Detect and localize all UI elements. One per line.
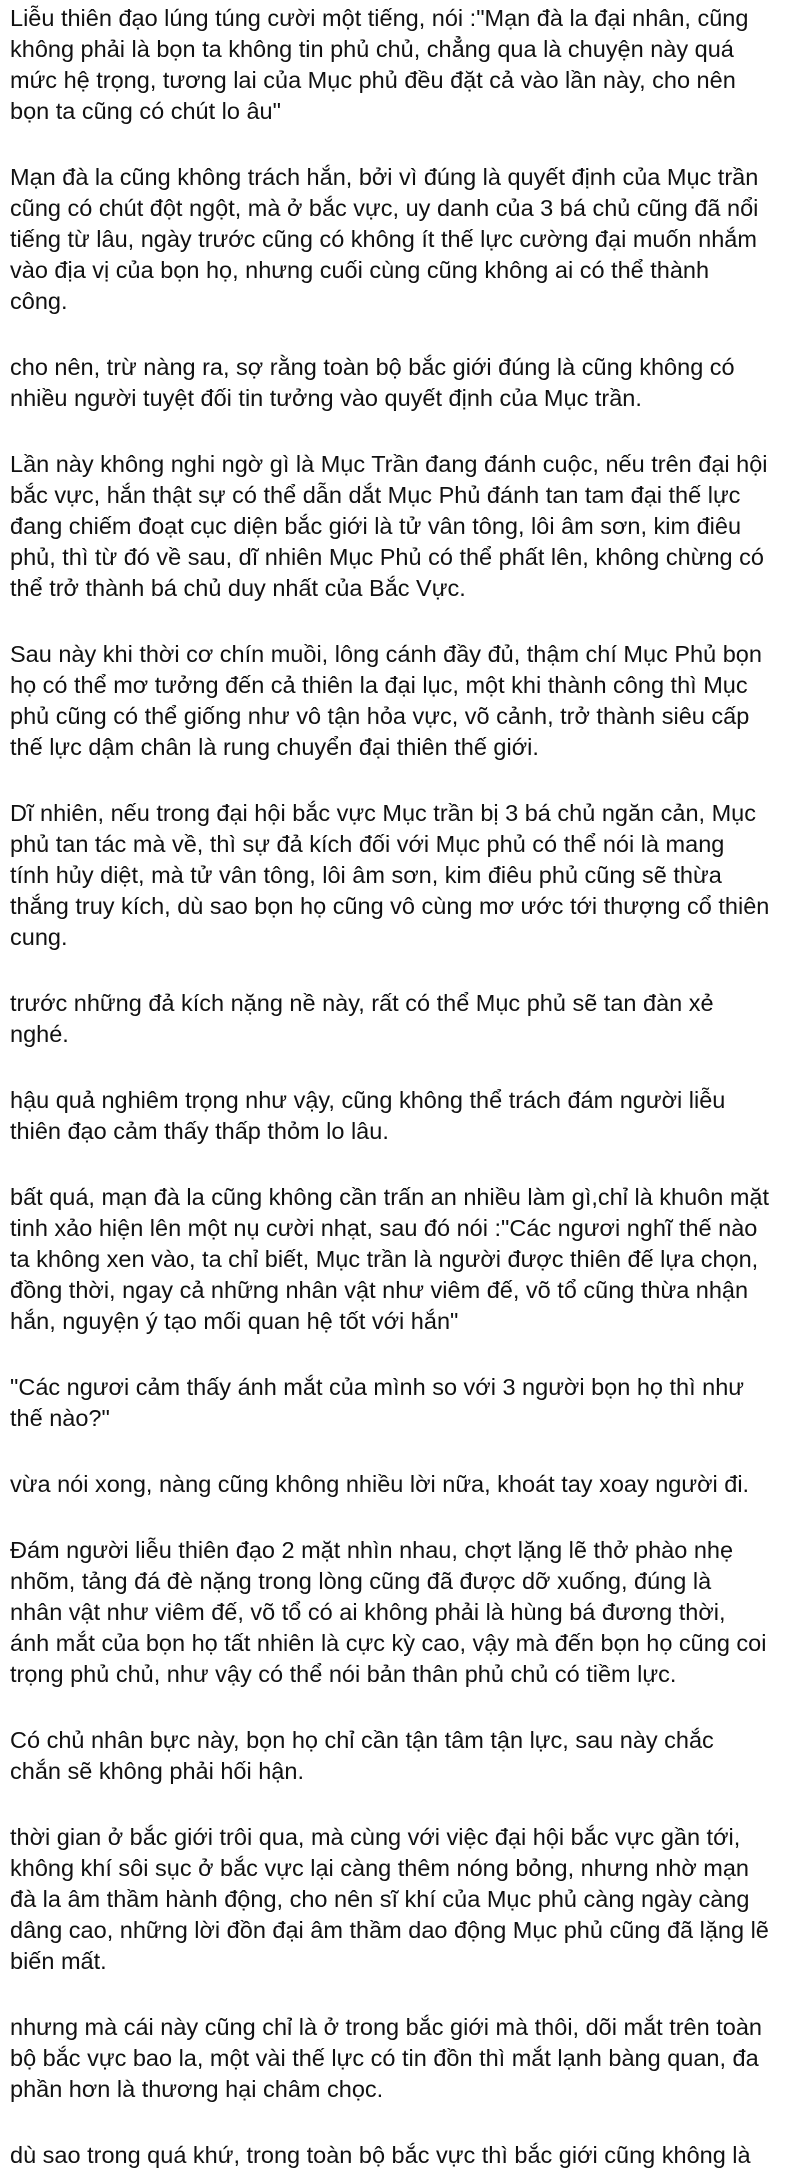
paragraph: Đám người liễu thiên đạo 2 mặt nhìn nhau, chợt lặng lẽ thở phào nhẹ nhõm, tảng đá đè nặng trong lòng cũng đã được dỡ xuống, đúng là nhân vật như viêm đế, võ tổ có ai không phải là hùng bá đương thời, ánh mắt của bọn họ tất nhiên là cực kỳ cao, vậy mà đến bọn họ cũng coi trọng phủ chủ, như vậy có thể nói bản thân phủ chủ có tiềm lực. [10,1537,767,1687]
paragraph: nhưng mà cái này cũng chỉ là ở trong bắc giới mà thôi, dõi mắt trên toàn bộ bắc vực bao la, một vài thế lực có tin đồn thì mắt lạnh bàng quan, đa phần hơn là thương hại châm chọc. [10,2014,762,2102]
paragraph: Sau này khi thời cơ chín muồi, lông cánh đầy đủ, thậm chí Mục Phủ bọn họ có thể mơ tưởng đến cả thiên la đại lục, một khi thành công thì Mục phủ cũng có thể giống như vô tận hỏa vực, võ cảnh, trở thành siêu cấp thế lực dậm chân là rung chuyển đại thiên thế giới. [10,641,762,760]
paragraph: "Các ngươi cảm thấy ánh mắt của mình so với 3 người bọn họ thì như thế nào?" [10,1374,745,1431]
paragraph: dù sao trong quá khứ, trong toàn bộ bắc vực thì bắc giới cũng không là [10,2142,751,2168]
paragraph: Dĩ nhiên, nếu trong đại hội bắc vực Mục trần bị 3 bá chủ ngăn cản, Mục phủ tan tác mà về, thì sự đả kích đối với Mục phủ có thể nói là mang tính hủy diệt, mà tử vân tông, lôi âm sơn, kim điêu phủ cũng sẽ thừa thắng truy kích, dù sao bọn họ cũng vô cùng mơ ước tới thượng cổ thiên cung. [10,800,770,950]
paragraph: Mạn đà la cũng không trách hắn, bởi vì đúng là quyết định của Mục trần cũng có chút đột ngột, mà ở bắc vực, uy danh của 3 bá chủ cũng đã nổi tiếng từ lâu, ngày trước cũng có không ít thế lực cường đại muốn nhắm vào địa vị của bọn họ, nhưng cuối cùng cũng không ai có thể thành công. [10,164,759,314]
paragraph: Có chủ nhân bực này, bọn họ chỉ cần tận tâm tận lực, sau này chắc chắn sẽ không phải hối hận. [10,1727,714,1784]
document-page [10,0,790,2168]
paragraph: thời gian ở bắc giới trôi qua, mà cùng với việc đại hội bắc vực gần tới, không khí sôi sục ở bắc vực lại càng thêm nóng bỏng, nhưng nhờ mạn đà la âm thầm hành động, cho nên sĩ khí của Mục phủ càng ngày càng dâng cao, những lời đồn đại âm thầm dao động Mục phủ cũng đã lặng lẽ biến mất. [10,1824,769,1974]
paragraph: hậu quả nghiêm trọng như vậy, cũng không thể trách đám người liễu thiên đạo cảm thấy thấp thỏm lo lâu. [10,1087,726,1144]
paragraph: Lần này không nghi ngờ gì là Mục Trần đang đánh cuộc, nếu trên đại hội bắc vực, hắn thật sự có thể dẫn dắt Mục Phủ đánh tan tam đại thế lực đang chiếm đoạt cục diện bắc giới là tử vân tông, lôi âm sơn, kim điêu phủ, thì từ đó về sau, dĩ nhiên Mục Phủ có thể phất lên, không chừng có thể trở thành bá chủ duy nhất của Bắc Vực. [10,451,768,601]
paragraph: vừa nói xong, nàng cũng không nhiều lời nữa, khoát tay xoay người đi. [10,1471,750,1497]
paragraph: cho nên, trừ nàng ra, sợ rằng toàn bộ bắc giới đúng là cũng không có nhiều người tuyệt đối tin tưởng vào quyết định của Mục trần. [10,354,735,411]
paragraph: Liễu thiên đạo lúng túng cười một tiếng, nói :"Mạn đà la đại nhân, cũng không phải là bọn ta không tin phủ chủ, chẳng qua là chuyện này quá mức hệ trọng, tương lai của Mục phủ đều đặt cả vào lần này, cho nên bọn ta cũng có chút lo âu" [10,5,749,124]
paragraph: trước những đả kích nặng nề này, rất có thể Mục phủ sẽ tan đàn xẻ nghé. [10,990,714,1047]
paragraph: bất quá, mạn đà la cũng không cần trấn an nhiều làm gì,chỉ là khuôn mặt tinh xảo hiện lên một nụ cười nhạt, sau đó nói :"Các ngươi nghĩ thế nào ta không xen vào, ta chỉ biết, Mục trần là người được thiên đế lựa chọn, đồng thời, ngay cả những nhân vật như viêm đế, võ tổ cũng thừa nhận hắn, nguyện ý tạo mối quan hệ tốt với hắn" [10,1184,770,1334]
